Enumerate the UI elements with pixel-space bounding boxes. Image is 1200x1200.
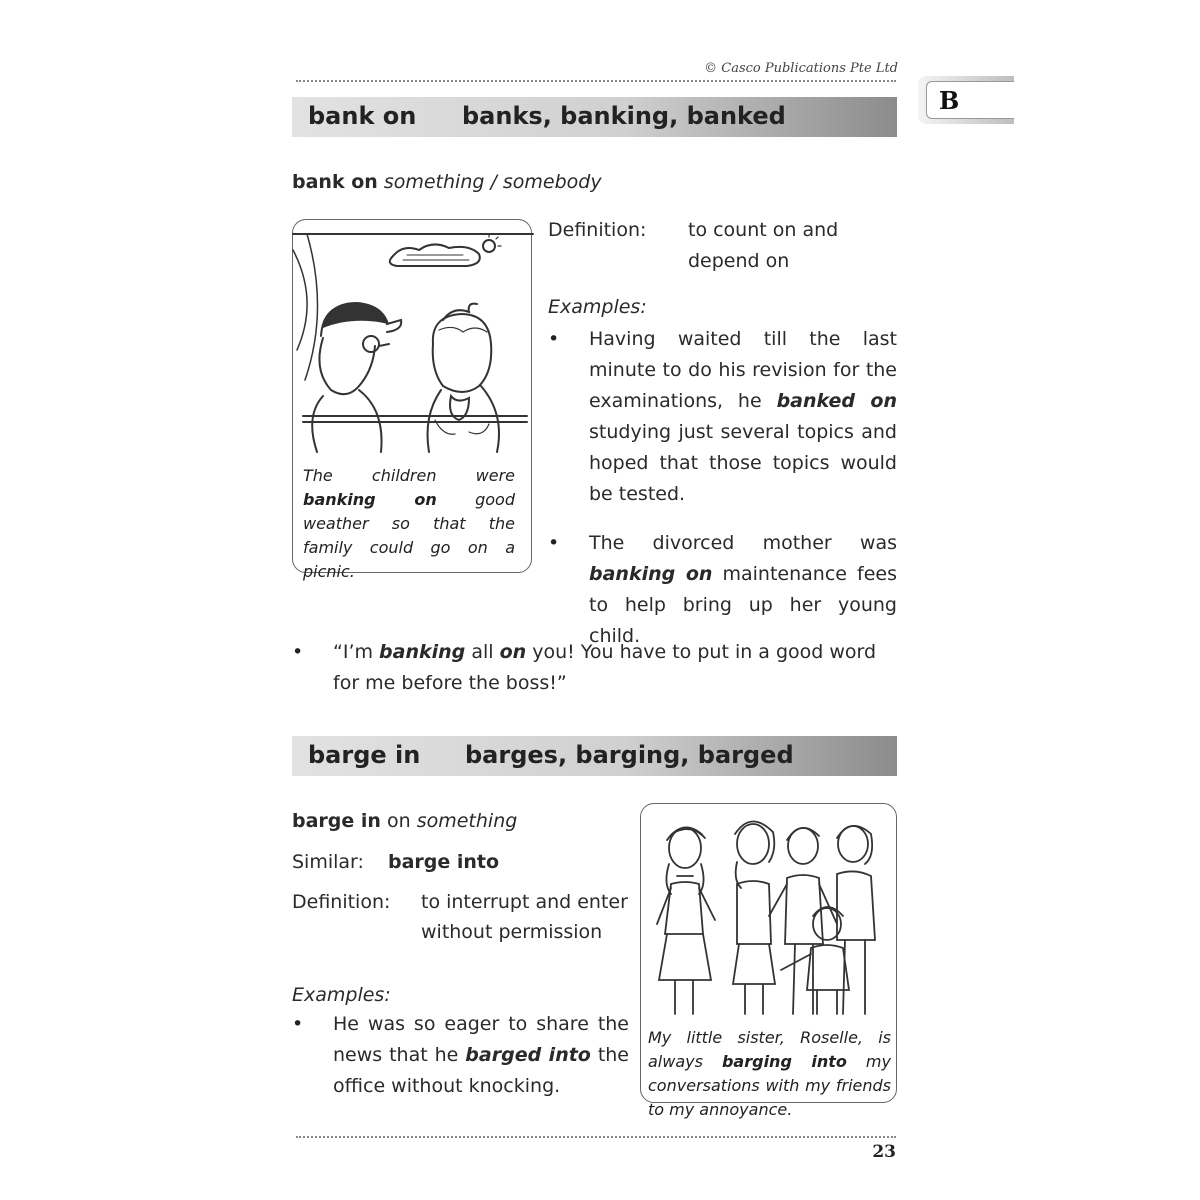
example-1: He was so eager to share the news that he barged into the office without knocking. <box>333 1013 629 1097</box>
tab-letter: B <box>939 86 960 115</box>
cartoon-box-barge-in <box>640 803 897 1119</box>
entry-phrase: bank on <box>308 102 417 130</box>
examples-label: Examples: <box>292 984 391 1006</box>
bullet: • <box>292 641 304 663</box>
header-divider <box>296 80 896 82</box>
example-2: The divorced mother was banking on maintenance fees to help bring up her young child. <box>589 532 897 647</box>
definition-line2: without permission <box>421 921 603 943</box>
definition-label: Definition: <box>292 891 391 913</box>
children-at-window-illustration <box>293 220 533 460</box>
page-number: 23 <box>872 1142 896 1162</box>
bullet: • <box>292 1013 304 1035</box>
entry-phrase: barge in <box>308 741 421 769</box>
example-3: “I’m banking all on you! You have to put in a good word for me before the boss!” <box>333 641 877 694</box>
entry-banner-bank-on <box>292 97 897 137</box>
definition-line1: to interrupt and enter <box>421 891 628 913</box>
definition-line1: to count on and <box>688 219 839 241</box>
usage-line: bank on something / somebody <box>292 171 602 193</box>
group-conversation-illustration <box>641 804 898 1022</box>
entry-banner-barge-in <box>292 736 897 776</box>
usage-line: barge in on something <box>292 810 518 832</box>
cartoon-box-bank-on <box>292 219 532 581</box>
similar-label: Similar: <box>292 851 364 873</box>
copyright-notice: © Casco Publications Pte Ltd <box>704 61 898 76</box>
similar-value: barge into <box>388 851 500 873</box>
cartoon-caption-bank-on: The children were banking on good weather so that the family could go on a picnic. <box>303 466 515 581</box>
cartoon-caption-barge-in: My little sister, Roselle, is always barging into my conversations with my friends to my annoyance. <box>648 1028 891 1119</box>
definition-line2: depend on <box>688 250 790 272</box>
examples-label: Examples: <box>548 296 647 318</box>
example-1: Having waited till the last minute to do his revision for the examinations, he banked on studying just several topics and hoped that those topics would be tested. <box>589 328 897 505</box>
entry-forms: barges, barging, barged <box>465 741 794 769</box>
alphabet-tab <box>918 76 1014 124</box>
footer-divider <box>296 1136 896 1138</box>
bullet: • <box>548 328 560 350</box>
entry-forms: banks, banking, banked <box>462 102 786 130</box>
bullet: • <box>548 532 560 554</box>
definition-label: Definition: <box>548 219 647 241</box>
